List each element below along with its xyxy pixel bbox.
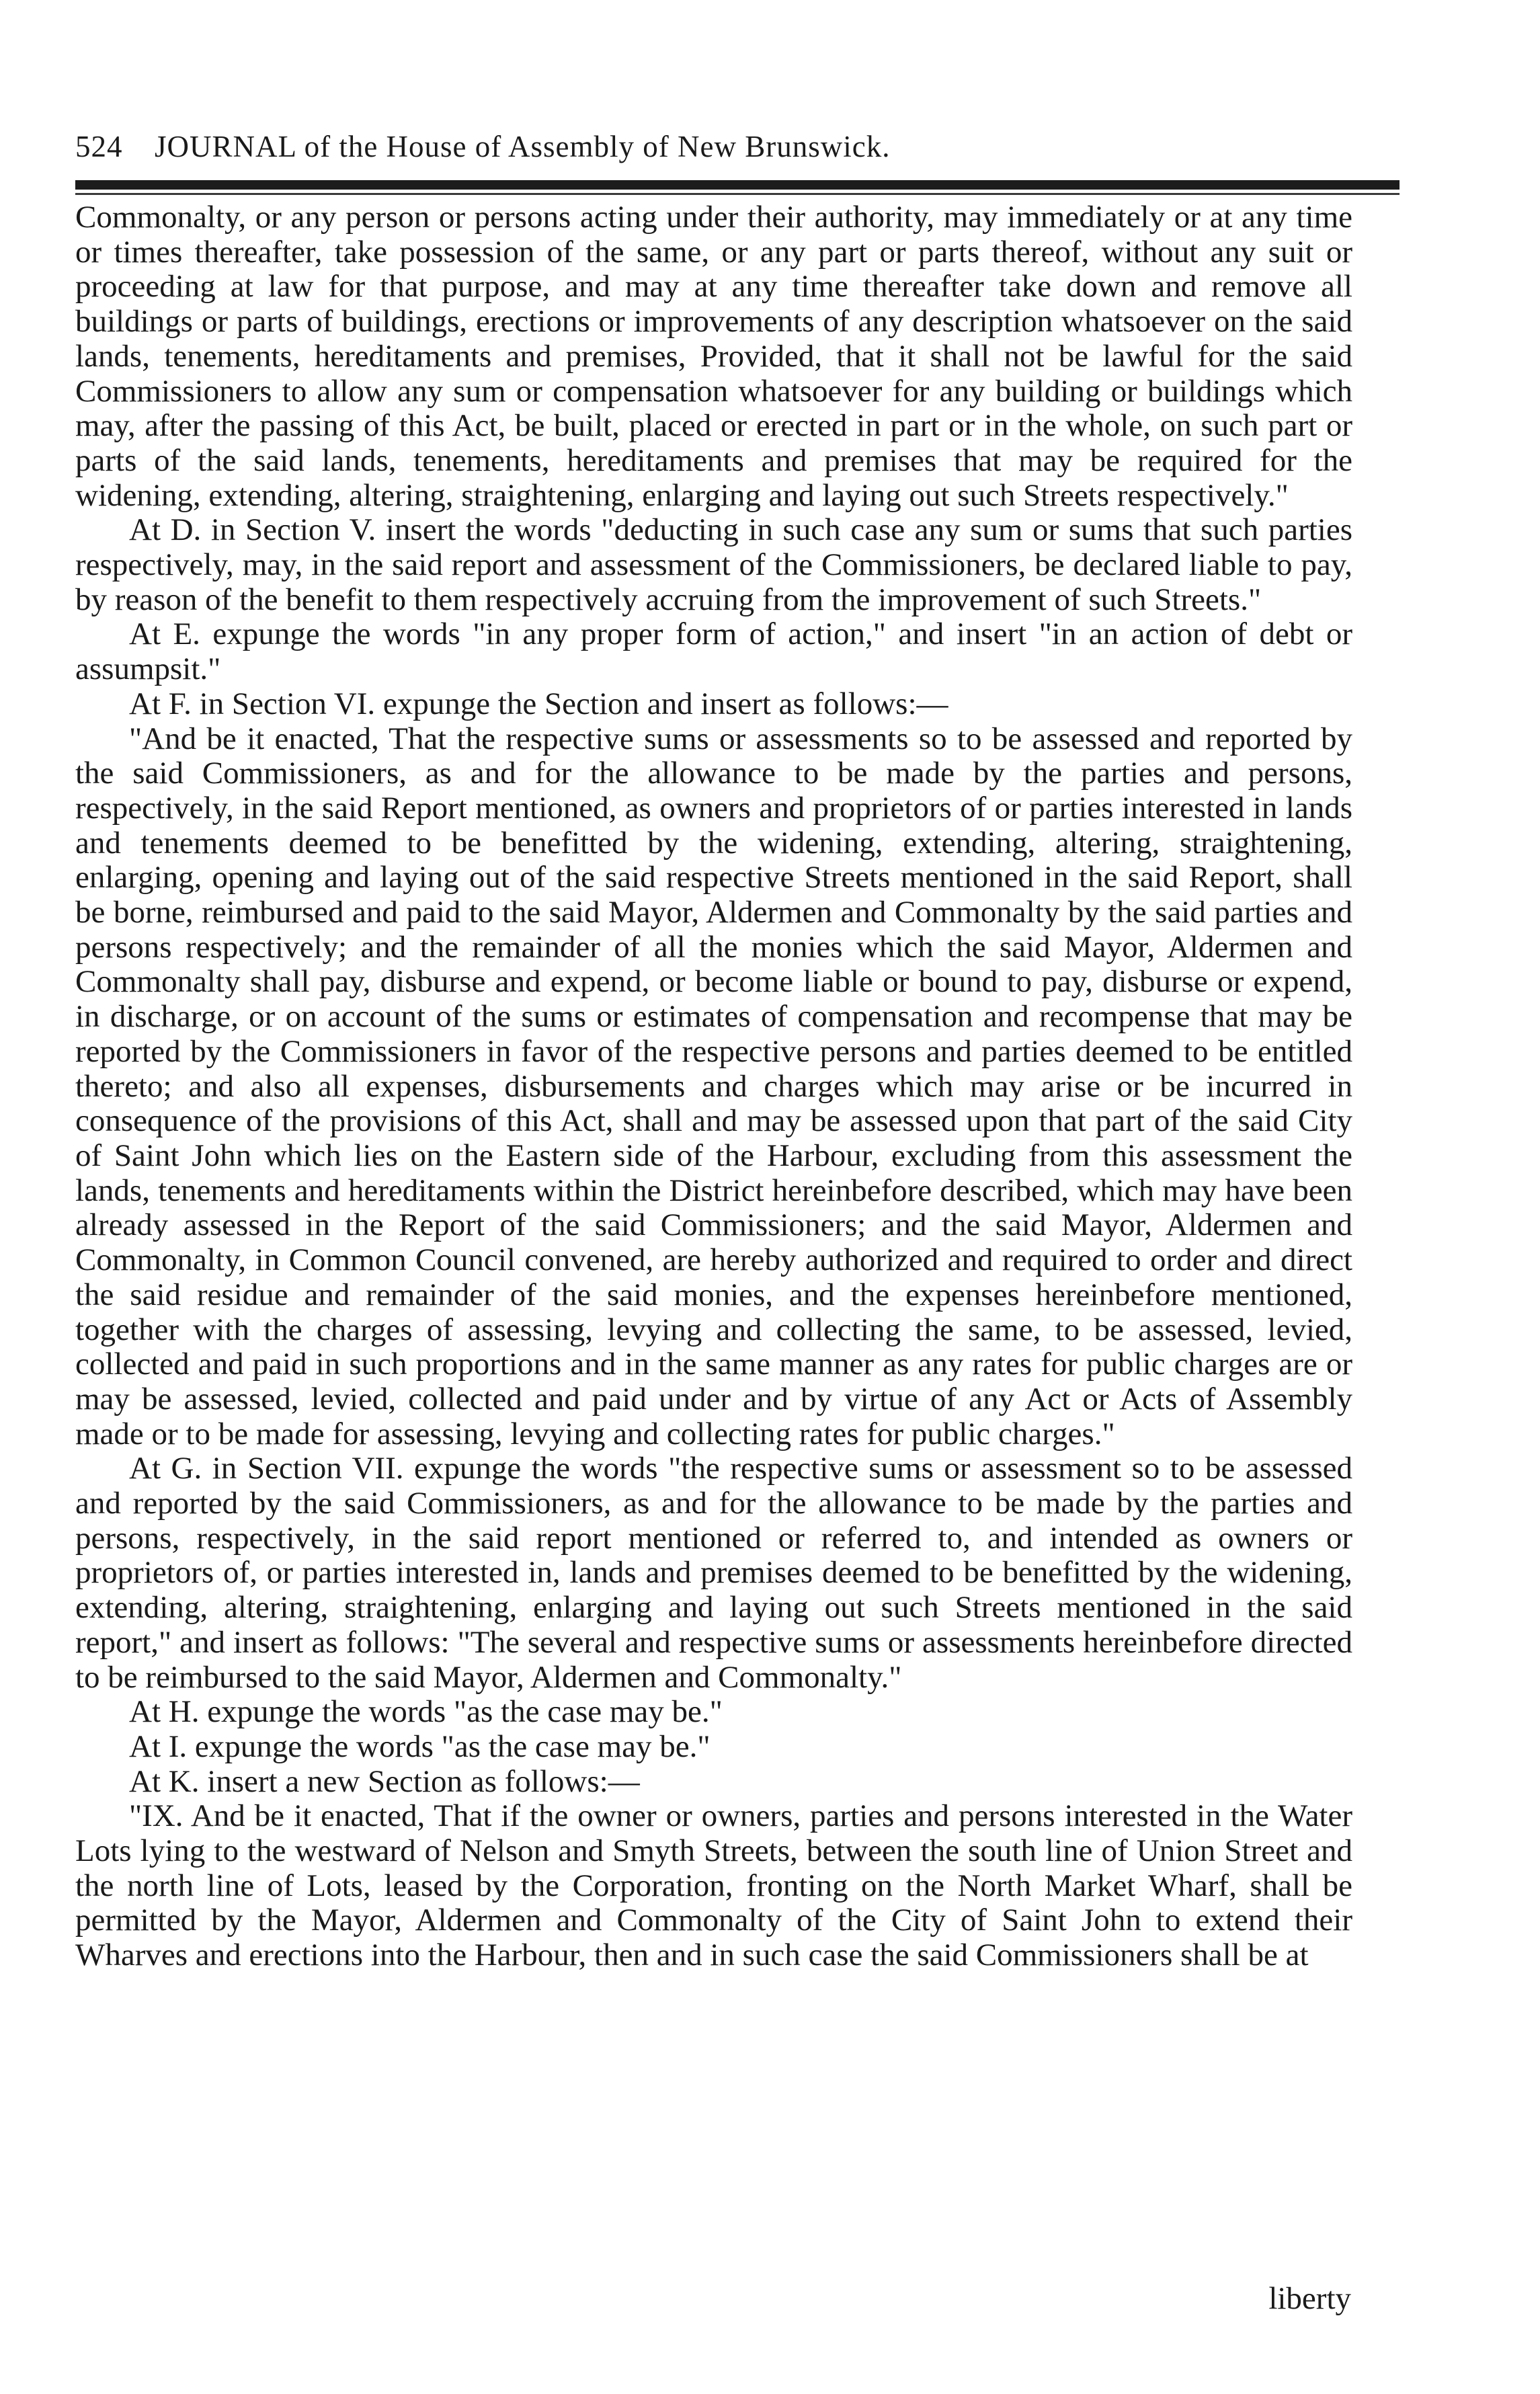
running-head — [75, 125, 1373, 168]
header-rule — [75, 180, 1400, 190]
catchword: liberty — [1268, 2281, 1351, 2316]
paragraph: "IX. And be it enacted, That if the owner or owners, parties and persons interested in the Water Lots lying to the westward of Nelson and Smyth Streets, between the south line of Union Street and the north line of Lots, leased by the Corporation, fronting on the North Market Wharf, shall be permitted by the Mayor, Aldermen and Commonalty of the City of Saint John to extend their Wharves and erections into the Harbour, then and in such case the said Commissioners shall be at — [75, 1798, 1352, 1973]
paragraph: At D. in Section V. insert the words "deducting in such case any sum or sums that such parties respectively, may, in the said report and assessment of the Commissioners, be declared liable to pay, by reason of the benefit to them respectively accruing from the improvement of such Streets." — [75, 512, 1352, 617]
paragraph: At I. expunge the words "as the case may be." — [129, 1728, 711, 1764]
header-title: JOURNAL of the House of Assembly of New Brunswick. — [155, 130, 891, 163]
paragraph: At E. expunge the words "in any proper form of action," and insert "in an action of debt or assumpsit." — [75, 616, 1352, 687]
paragraph: "And be it enacted, That the respective sums or assessments so to be assessed and reported by the said Commissioners, as and for the allowance to be made by the parties and persons, respectively, in the said Report mentioned, as owners and proprietors of or parties interested in lands and tenements deemed to be benefitted by the widening, extending, altering, straightening, enlarging, opening and laying out of the said respective Streets mentioned in the said Report, shall be borne, reimbursed and paid to the said Mayor, Aldermen and Commonalty by the said parties and persons respectively; and the remainder of all the monies which the said Mayor, Aldermen and Commonalty shall pay, disburse and expend, or become liable or bound to pay, disburse or expend, in discharge, or on account of the sums or estimates of compensation and recompense that may be reported by the Commissioners in favor of the respective persons and parties deemed to be entitled thereto; and also all expenses, disbursements and charges which may arise or be incurred in consequence of the provisions of this Act, shall and may be assessed upon that part of the said City of Saint John which lies on the Eastern side of the Harbour, excluding from this assessment the lands, tenements and hereditaments within the District hereinbefore described, which may have been already assessed in the Report of the said Commissioners; and the said Mayor, Aldermen and Commonalty, in Common Council convened, are hereby authorized and required to order and direct the said residue and remainder of the said monies, and the expenses hereinbefore mentioned, together with the charges of assessing, levying and collecting the same, to be assessed, levied, collected and paid in such proportions and in the same manner as any rates for public charges are or may be assessed, levied, collected and paid under and by virtue of any Act or Acts of Assembly made or to be made for assessing, levying and collecting rates for public charges." — [75, 721, 1352, 1451]
header-rule-thin — [75, 193, 1400, 195]
paragraph: At H. expunge the words "as the case may be." — [129, 1694, 723, 1730]
paragraph: At K. insert a new Section as follows:— — [129, 1763, 640, 1799]
body-text — [75, 200, 1352, 1973]
paragraph: At G. in Section VII. expunge the words "the respective sums or assessment so to be assessed and reported by the said Commissioners, as and for the allowance to be made by the parties and persons, respectively, in the said report mentioned or referred to, and intended as owners or proprietors of, or parties interested in, lands and premises deemed to be benefitted by the widening, extending, altering, straightening, enlarging and laying out such Streets mentioned in the said report," and insert as follows: "The several and respective sums or assessments hereinbefore directed to be reimbursed to the said Mayor, Aldermen and Commonalty." — [75, 1451, 1352, 1695]
paragraph: At F. in Section VI. expunge the Section and insert as follows:— — [129, 686, 948, 721]
page-number: 524 — [75, 130, 123, 163]
paragraph: Commonalty, or any person or persons acting under their authority, may immediately or at any time or times thereafter, take possession of the same, or any part or parts thereof, without any suit or proceeding at law for that purpose, and may at any time thereafter take down and remove all buildings or parts of buildings, erections or improvements of any description whatsoever on the said lands, tenements, hereditaments and premises, Provided, that it shall not be lawful for the said Commissioners to allow any sum or compensation whatsoever for any building or buildings which may, after the passing of this Act, be built, placed or erected in part or in the whole, on such part or parts of the said lands, tenements, hereditaments and premises that may be required for the widening, extending, altering, straightening, enlarging and laying out such Streets respectively." — [75, 200, 1352, 513]
